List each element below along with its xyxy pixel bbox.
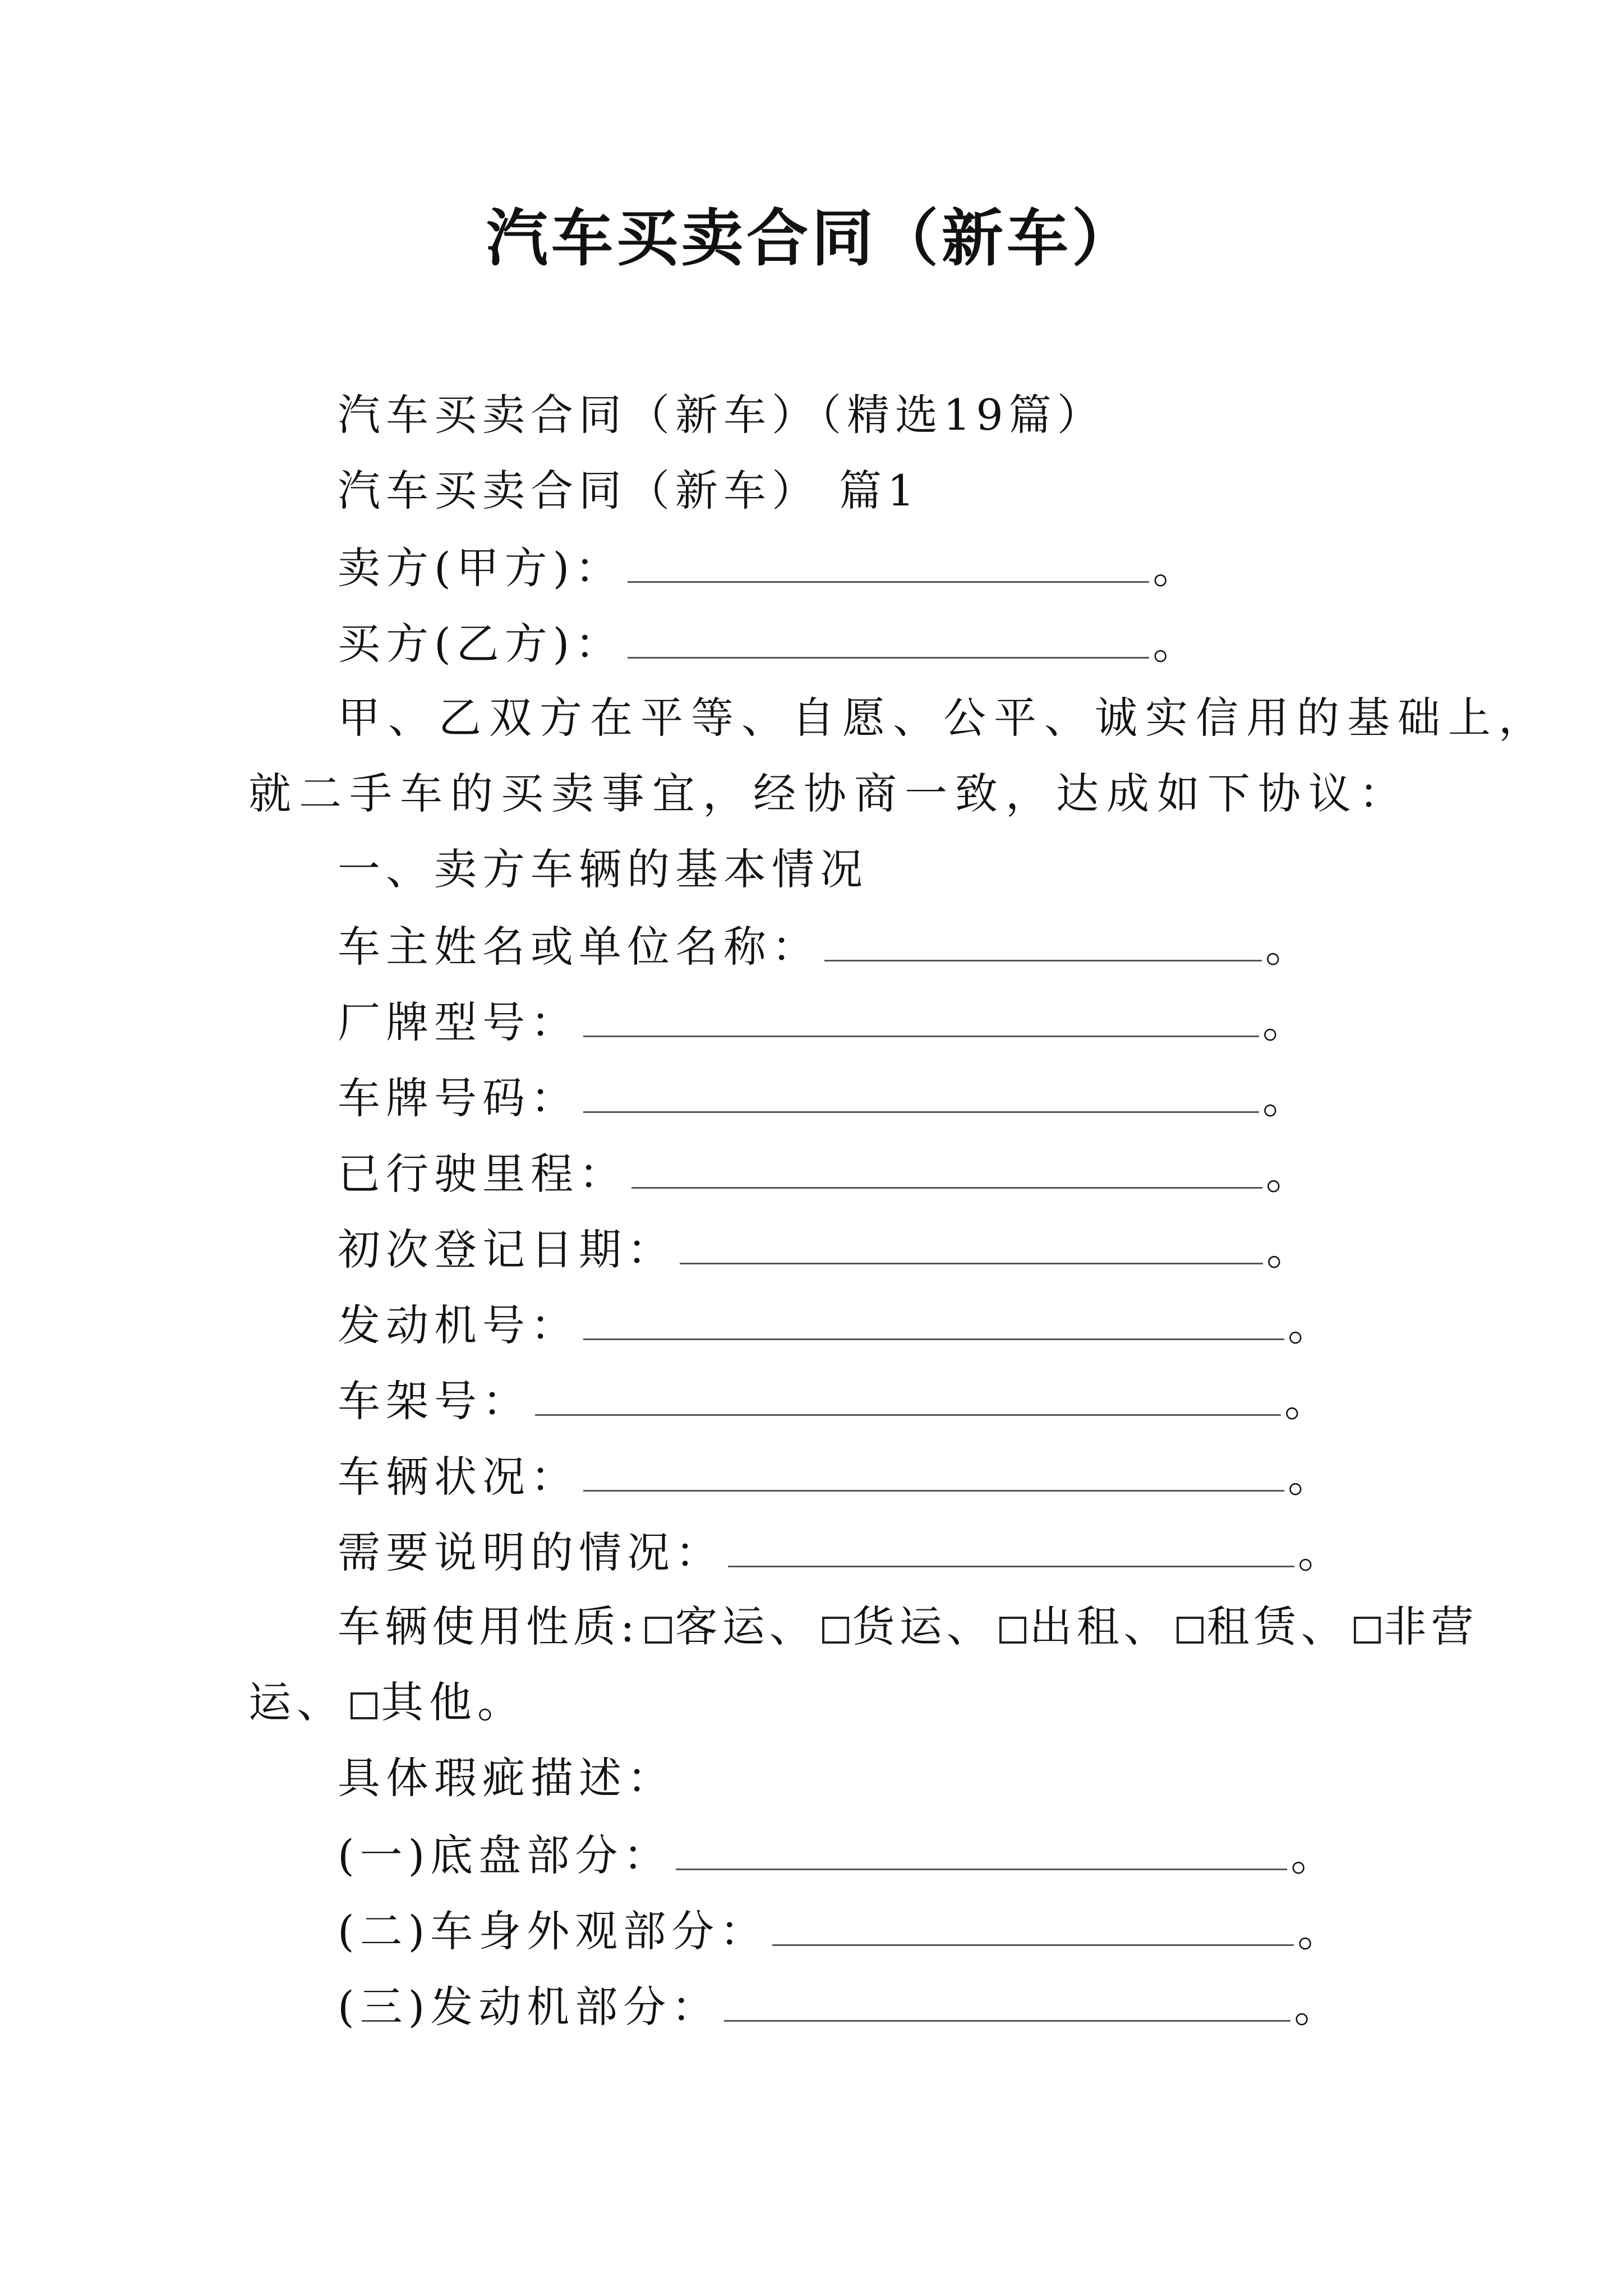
engine-number-line xyxy=(338,1296,1336,1354)
notes-line xyxy=(338,1523,1346,1581)
engine-part-line xyxy=(338,1977,1342,2035)
frame-number-label: 车架号： xyxy=(338,1376,531,1426)
first-registration-blank[interactable] xyxy=(680,1220,1263,1264)
usage-continuation: 运、 xyxy=(248,1677,345,1727)
intro-paragraph-line-1: 甲、乙双方在平等、自愿、公平、诚实信用的基础上， xyxy=(338,693,1549,743)
frame-number-line xyxy=(338,1372,1332,1429)
brand-model-label: 厂牌型号： xyxy=(338,997,579,1047)
notes-label: 需要说明的情况： xyxy=(338,1527,723,1577)
body-blank[interactable] xyxy=(772,1902,1294,1946)
notes-blank[interactable] xyxy=(728,1523,1294,1567)
usage-checkbox-passenger[interactable] xyxy=(645,1617,672,1644)
period: 。 xyxy=(1266,1149,1314,1199)
usage-checkbox-freight[interactable] xyxy=(822,1617,849,1644)
period: 。 xyxy=(1152,543,1201,593)
plate-number-label: 车牌号码： xyxy=(338,1073,579,1123)
vehicle-condition-line xyxy=(338,1447,1336,1505)
seller-line xyxy=(338,539,1201,596)
engine-number-blank[interactable] xyxy=(583,1296,1284,1340)
document-title: 汽车买卖合同（新车） xyxy=(486,202,1137,274)
period: 。 xyxy=(1262,1073,1311,1123)
body-line xyxy=(338,1902,1345,1959)
owner-name-label: 车主姓名或单位名称： xyxy=(338,922,820,972)
period: 。 xyxy=(1262,997,1311,1047)
document-subtitle: 汽车买卖合同（新车）（精选19篇） xyxy=(338,390,1105,440)
period: 。 xyxy=(1284,1376,1332,1426)
period: 。 xyxy=(1288,1452,1336,1502)
frame-number-blank[interactable] xyxy=(535,1372,1281,1416)
buyer-blank[interactable] xyxy=(628,614,1149,659)
engine-part-blank[interactable] xyxy=(724,1977,1290,2022)
buyer-label: 买方(乙方)： xyxy=(338,619,624,669)
vehicle-condition-blank[interactable] xyxy=(583,1447,1284,1492)
chassis-blank[interactable] xyxy=(676,1826,1287,1870)
usage-line-continued xyxy=(248,1674,525,1731)
usage-option-taxi: 出租、 xyxy=(1029,1602,1171,1651)
engine-number-label: 发动机号： xyxy=(338,1300,579,1350)
owner-name-line xyxy=(338,917,1313,975)
period: 。 xyxy=(1297,1906,1346,1956)
buyer-line xyxy=(338,614,1201,672)
period: 。 xyxy=(1288,1300,1336,1350)
seller-label: 卖方(甲方)： xyxy=(338,543,624,593)
mileage-blank[interactable] xyxy=(631,1144,1262,1189)
usage-option-non-commercial: 非营 xyxy=(1384,1602,1478,1651)
first-registration-label: 初次登记日期： xyxy=(338,1225,675,1274)
period: 。 xyxy=(1290,1830,1339,1880)
plate-number-line xyxy=(338,1069,1311,1126)
usage-checkbox-taxi[interactable] xyxy=(999,1617,1026,1644)
chassis-line xyxy=(338,1826,1339,1884)
chassis-label: (一)底盘部分： xyxy=(338,1830,672,1880)
part1-heading: 一、卖方车辆的基本情况 xyxy=(338,844,868,894)
vehicle-condition-label: 车辆状况： xyxy=(338,1452,579,1502)
body-label: (二)车身外观部分： xyxy=(338,1906,768,1956)
period: 。 xyxy=(1298,1527,1346,1577)
section-heading: 汽车买卖合同（新车） 篇1 xyxy=(338,466,920,516)
brand-model-line xyxy=(338,993,1311,1051)
intro-paragraph-line-2: 就二手车的买卖事宜，经协商一致，达成如下协议： xyxy=(248,769,1409,818)
period: 。 xyxy=(1152,619,1201,669)
mileage-label: 已行驶里程： xyxy=(338,1149,627,1199)
usage-checkbox-other[interactable] xyxy=(351,1692,377,1719)
usage-label: 车辆使用性质: xyxy=(338,1602,639,1651)
first-registration-line xyxy=(338,1220,1315,1278)
seller-blank[interactable] xyxy=(628,539,1149,583)
period: 。 xyxy=(1266,1225,1315,1274)
usage-option-freight: 货运、 xyxy=(852,1602,994,1651)
usage-checkbox-non-commercial[interactable] xyxy=(1354,1617,1381,1644)
usage-option-other: 其他。 xyxy=(381,1677,525,1727)
usage-checkbox-lease[interactable] xyxy=(1177,1617,1204,1644)
usage-option-lease: 租赁、 xyxy=(1206,1602,1348,1651)
engine-part-label: (三)发动机部分： xyxy=(338,1982,720,2032)
brand-model-blank[interactable] xyxy=(583,993,1259,1037)
owner-name-blank[interactable] xyxy=(824,917,1262,961)
period: 。 xyxy=(1294,1982,1343,2032)
plate-number-blank[interactable] xyxy=(583,1069,1259,1113)
usage-line xyxy=(338,1599,1478,1655)
mileage-line xyxy=(338,1144,1314,1202)
defects-heading: 具体瑕疵描述： xyxy=(338,1753,675,1803)
usage-option-passenger: 客运、 xyxy=(675,1602,817,1651)
period: 。 xyxy=(1265,922,1313,972)
